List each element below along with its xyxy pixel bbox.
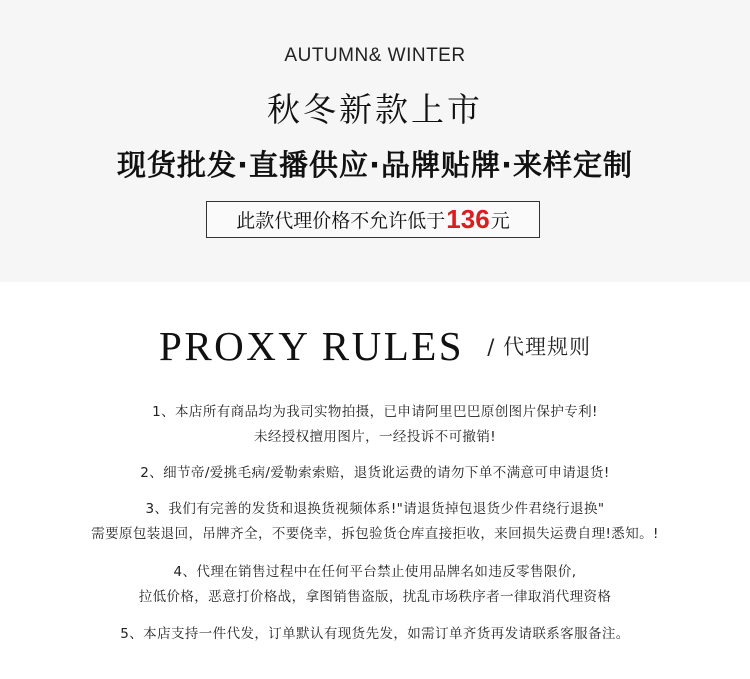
rule-line: 未经授权擅用图片，一经投诉不可撤销! xyxy=(253,429,497,445)
rule-line: 4、代理在销售过程中在任何平台禁止使用品牌名如违反零售限价, xyxy=(173,564,577,580)
rules-title-cn: / 代理规则 xyxy=(487,335,591,359)
header-banner xyxy=(0,0,750,282)
min-price-suffix: 元 xyxy=(490,210,510,232)
min-price-value: 136 xyxy=(446,204,490,234)
season-title-en: AUTUMN& WINTER xyxy=(284,45,466,66)
rule-line: 3、我们有完善的发货和退换货视频体系!"请退货掉包退货少件君绕行退换" xyxy=(145,501,605,517)
rule-line: 5、本店支持一件代发，订单默认有现货先发，如需订单齐货再发请联系客服备注。 xyxy=(120,626,630,642)
rule-line: 需要原包装退回，吊牌齐全，不要侥幸，拆包验货仓库直接拒收，来回损失运费自理!悉知。! xyxy=(91,526,659,542)
rules-heading xyxy=(0,322,750,370)
rule-line: 拉低价格，恶意打价格战，拿图销售盗版，扰乱市场秩序者一律取消代理资格 xyxy=(138,589,612,605)
min-price-notice xyxy=(206,201,540,238)
season-title-cn: 秋冬新款上市 xyxy=(267,90,483,129)
rule-line: 1、本店所有商品均为我司实物拍摄，已申请阿里巴巴原创图片保护专利! xyxy=(152,404,598,420)
rule-line: 2、细节帝/爱挑毛病/爱勒索索赔，退货讹运费的请勿下单不满意可申请退货! xyxy=(140,465,610,481)
rules-title-en: PROXY RULES xyxy=(159,323,465,369)
services-tagline: 现货批发·直播供应·品牌贴牌·来样定制 xyxy=(116,148,634,182)
min-price-prefix: 此款代理价格不允许低于 xyxy=(236,210,446,232)
